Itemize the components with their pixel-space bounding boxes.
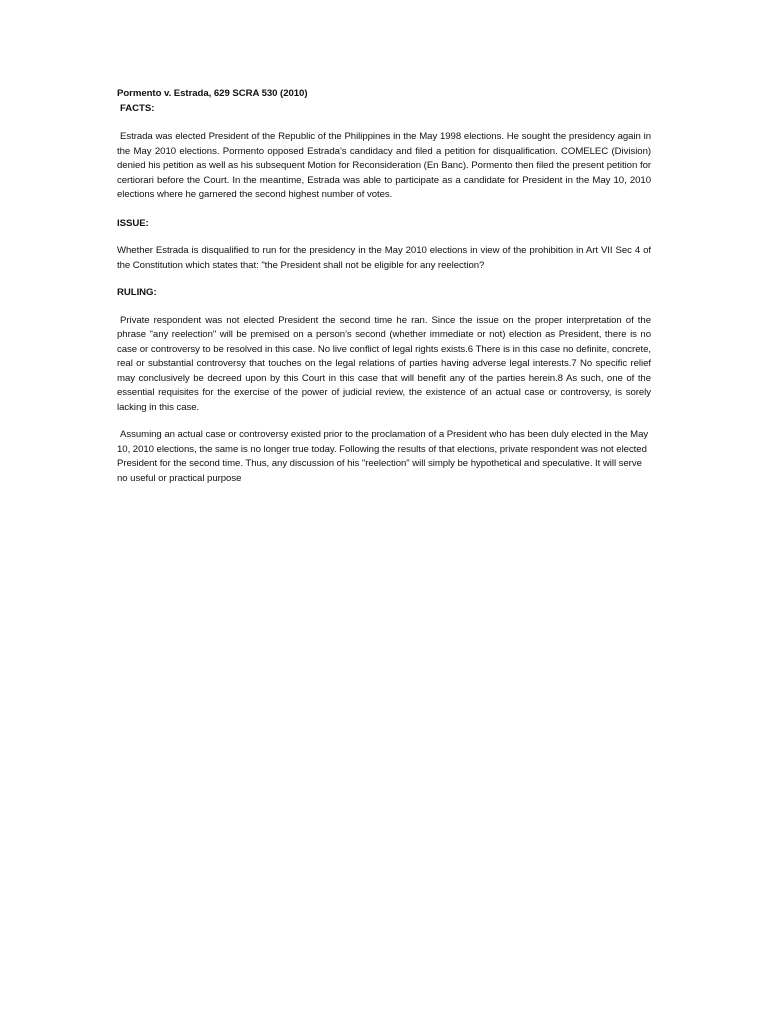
case-title: Pormento v. Estrada, 629 SCRA 530 (2010) xyxy=(117,88,308,99)
ruling-paragraph-2: Assuming an actual case or controversy existed prior to the proclamation of a President who has been duly elected in the May 10, 2010 elections, the same is no longer true today. Following the results of that elections, private respondent was not elected President for the second time. Thus, any discussion of his "reelection" will simply be hypothetical and speculative. It will serve no useful or practical purpose xyxy=(117,429,649,484)
facts-heading: FACTS: xyxy=(120,102,155,114)
facts-paragraph: Estrada was elected President of the Republic of the Philippines in the May 1998 elections. He sought the presidency again in the May 2010 elections. Pormento opposed Estrada’s candidacy and filed a petition for disqualification. COMELEC (Division) denied his petition as well as his subsequent Motion for Reconsideration (En Banc). Pormento then filed the present petition for certiorari before the Court. In the meantime, Estrada was able to participate as a candidate for President in the May 10, 2010 elections where he garnered the second highest number of votes. xyxy=(117,131,651,200)
ruling-heading: RULING: xyxy=(117,287,157,298)
issue-heading: ISSUE: xyxy=(117,217,149,229)
ruling-paragraph-1: Private respondent was not elected President the second time he ran. Since the issue on the proper interpretation of the phrase "any reelection" will be premised on a person’s second (whether immediate or not) election as President, there is no case or controversy to be resolved in this case. No live conflict of legal rights exists.6 There is in this case no definite, concrete, real or substantial controversy that touches on the legal relations of parties having adverse legal interests.7 No specific relief may conclusively be decreed upon by this Court in this case that will benefit any of the parties herein.8 As such, one of the essential requisites for the exercise of the power of judicial review, the existence of an actual case or controversy, is sorely lacking in this case. xyxy=(117,314,651,413)
issue-paragraph: Whether Estrada is disqualified to run for the presidency in the May 2010 elections in view of the prohibition in Art VII Sec 4 of the Constitution which states that: "the President shall not be eligible for any reelection? xyxy=(117,245,651,271)
